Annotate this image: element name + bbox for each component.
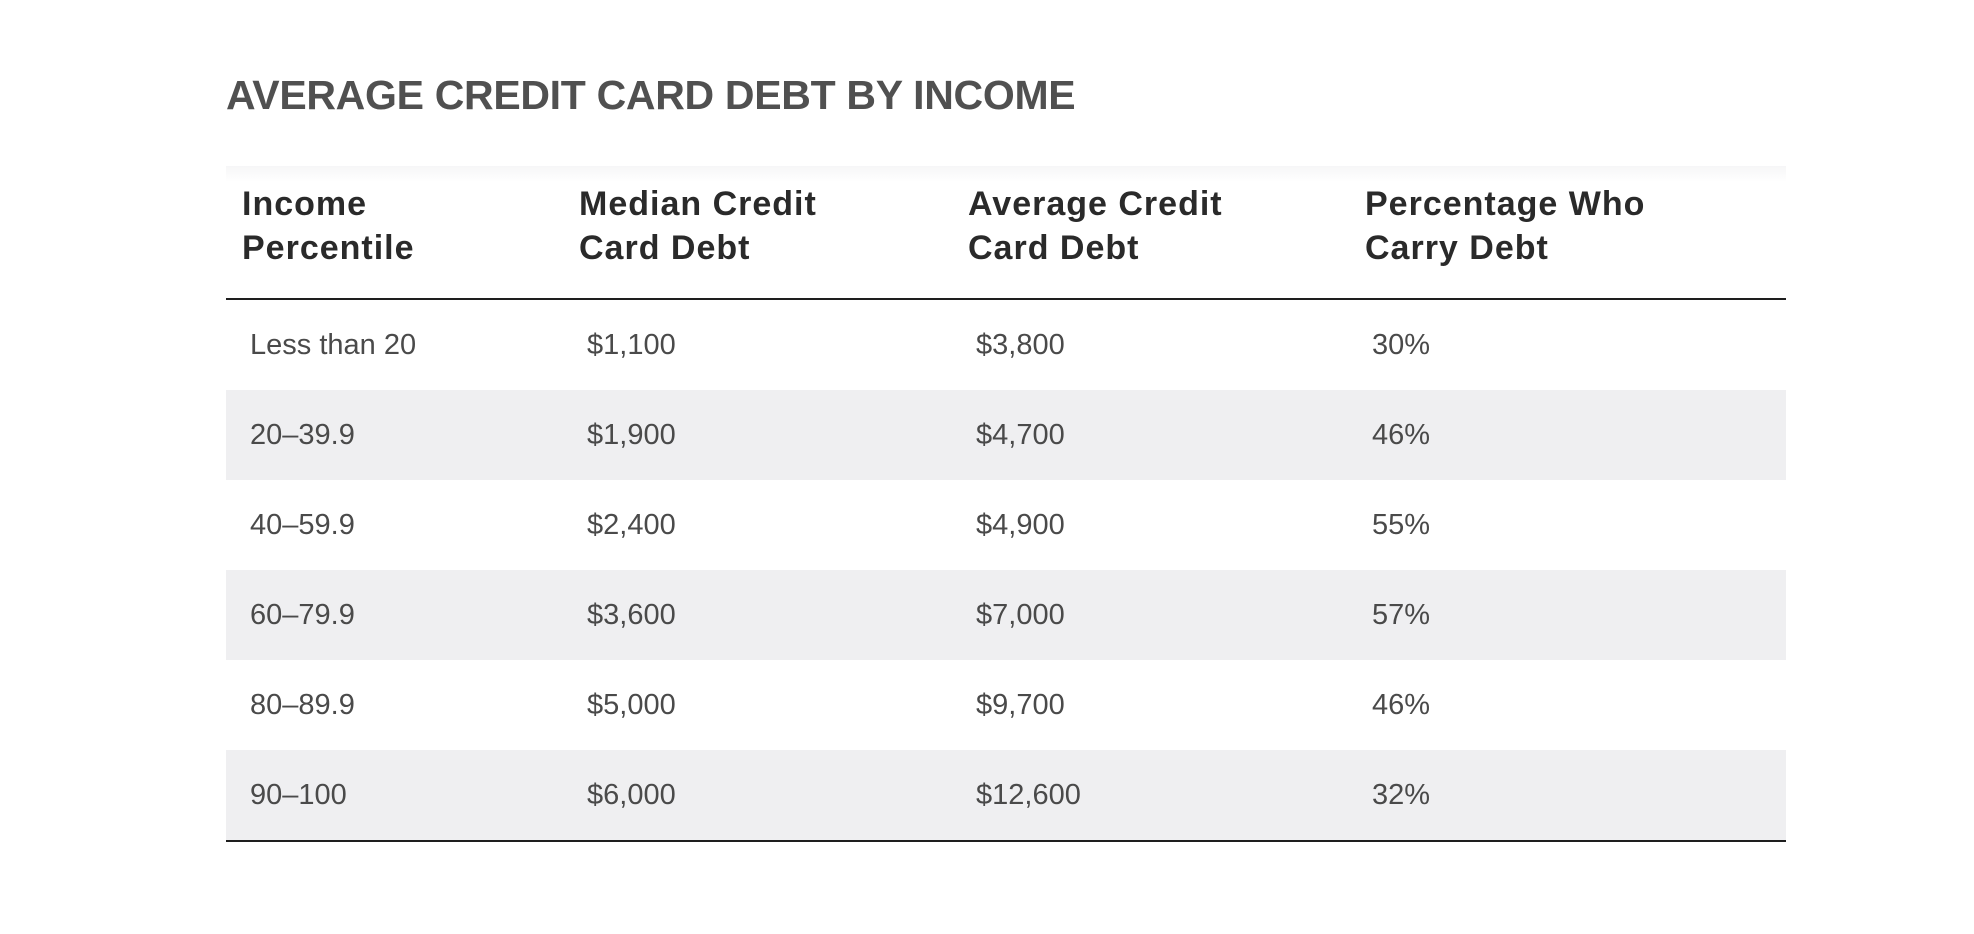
- cell-percentage-carry-debt: 57%: [1372, 599, 1431, 631]
- cell-average-debt: $3,800: [976, 329, 1065, 361]
- table-row: [226, 300, 1786, 390]
- cell-income-percentile: 60–79.9: [250, 599, 355, 631]
- cell-average-debt: $4,700: [976, 419, 1065, 451]
- table-row: [226, 660, 1786, 750]
- header-average-credit-card-debt: Average Credit Card Debt: [968, 185, 1223, 267]
- cell-average-debt: $12,600: [976, 779, 1081, 811]
- cell-median-debt: $5,000: [587, 689, 676, 721]
- cell-percentage-carry-debt: 32%: [1372, 779, 1431, 811]
- cell-percentage-carry-debt: 46%: [1372, 419, 1431, 451]
- table-row: [226, 750, 1786, 840]
- chart-title: AVERAGE CREDIT CARD DEBT BY INCOME: [226, 72, 1076, 118]
- debt-table: [226, 166, 1786, 842]
- cell-median-debt: $3,600: [587, 599, 676, 631]
- table-row: [226, 570, 1786, 660]
- table-body: [226, 300, 1786, 842]
- cell-income-percentile: Less than 20: [250, 329, 417, 361]
- cell-median-debt: $6,000: [587, 779, 676, 811]
- cell-percentage-carry-debt: 46%: [1372, 689, 1431, 721]
- cell-average-debt: $7,000: [976, 599, 1065, 631]
- header-percentage-carry-debt: Percentage Who Carry Debt: [1365, 185, 1646, 267]
- header-income-percentile: Income Percentile: [242, 185, 415, 267]
- table-row: [226, 390, 1786, 480]
- cell-income-percentile: 20–39.9: [250, 419, 355, 451]
- cell-income-percentile: 90–100: [250, 779, 347, 811]
- cell-average-debt: $4,900: [976, 509, 1065, 541]
- cell-income-percentile: 80–89.9: [250, 689, 355, 721]
- cell-median-debt: $1,100: [587, 329, 676, 361]
- cell-percentage-carry-debt: 55%: [1372, 509, 1431, 541]
- table-row: [226, 480, 1786, 570]
- cell-average-debt: $9,700: [976, 689, 1065, 721]
- cell-percentage-carry-debt: 30%: [1372, 329, 1431, 361]
- cell-median-debt: $1,900: [587, 419, 676, 451]
- table-header: [226, 166, 1786, 300]
- header-median-credit-card-debt: Median Credit Card Debt: [579, 185, 817, 267]
- cell-income-percentile: 40–59.9: [250, 509, 355, 541]
- cell-median-debt: $2,400: [587, 509, 676, 541]
